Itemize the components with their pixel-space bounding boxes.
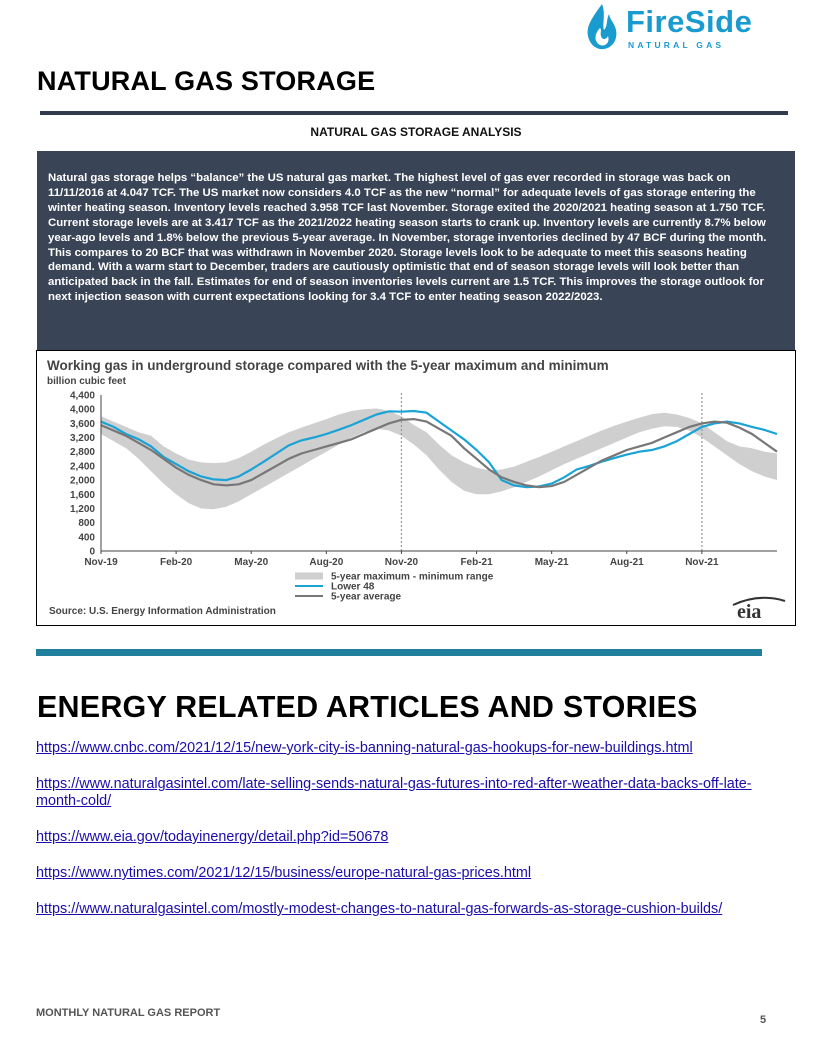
article-link[interactable]: https://www.nytimes.com/2021/12/15/business/europe-natural-gas-prices.html: [36, 865, 532, 881]
legend-label: 5-year average: [331, 591, 402, 603]
storage-chart: [36, 350, 796, 626]
range-band: [101, 409, 777, 510]
y-tick-label: 4,000: [69, 404, 95, 416]
report-name: MONTHLY NATURAL GAS REPORT: [36, 1007, 221, 1019]
article-link[interactable]: https://www.naturalgasintel.com/mostly-modest-changes-to-natural-gas-forwards-as-storage-cushion-builds/: [36, 901, 723, 917]
x-tick-label: Nov-20: [384, 557, 419, 568]
x-tick-label: Aug-21: [609, 557, 644, 568]
fireside-logo: [582, 2, 772, 52]
teal-divider: [36, 649, 762, 656]
y-tick-label: 2,000: [69, 475, 95, 487]
flame-icon: [582, 2, 622, 52]
logo-tagline: NATURAL GAS: [628, 40, 725, 50]
eia-logo-text: eia: [737, 601, 762, 623]
section-title-articles: ENERGY RELATED ARTICLES AND STORIES: [37, 690, 698, 724]
section-divider: [40, 111, 788, 115]
x-tick-label: May-20: [234, 557, 269, 568]
page-number: 5: [760, 1014, 767, 1026]
logo-wordmark: FireSide: [626, 4, 753, 39]
x-tick-label: Aug-20: [309, 557, 344, 568]
section-title-storage: NATURAL GAS STORAGE: [37, 66, 376, 96]
article-links: [36, 740, 776, 937]
storage-analysis-text: Natural gas storage helps “balance” the US natural gas market. The highest level of gas ever recorded in storage was back on 11/11/2016 at 4.047 TCF. The US market now considers 4.0 TCF as the new “normal” for adequate levels of gas storage entering the winter heating season. Inventory levels reached 3.958 TCF last November. Storage exited the 2020/2021 heating season at 1.750 TCF. Current storage levels are at 3.417 TCF as the 2021/2022 heating season starts to crank up. Inventory levels are currently 8.7% below year-ago levels and 1.8% below the previous 5-year average. In November, storage inventories declined by 47 BCF during the month. This compares to 20 BCF that was withdrawn in November 2020. Storage levels look to be adequate to meet this seasons heating demand. With a warm start to December, traders are cautiously optimistic that end of season storage levels will look better than anticipated back in the fall. Estimates for end of season inventories levels current are 1.5 TCF. This improves the storage outlook for next injection season with current expectations looking for 3.4 TCF to enter heating season 2022/2023.: [48, 172, 767, 304]
article-link[interactable]: https://www.naturalgasintel.com/late-selling-sends-natural-gas-futures-into-red-after-weather-data-backs-off-late-month-cold/: [36, 776, 752, 809]
x-tick-label: Nov-19: [84, 557, 118, 568]
legend-label: 5-year maximum - minimum range: [331, 571, 494, 583]
storage-analysis-box: [37, 151, 795, 353]
chart-y-unit: billion cubic feet: [47, 376, 126, 387]
analysis-heading: NATURAL GAS STORAGE ANALYSIS: [310, 125, 522, 139]
y-tick-label: 2,400: [69, 461, 95, 473]
x-tick-label: Feb-20: [159, 557, 193, 568]
y-tick-label: 3,200: [69, 433, 95, 445]
y-tick-label: 400: [78, 532, 95, 544]
y-tick-label: 1,600: [69, 489, 95, 501]
y-tick-label: 1,200: [69, 503, 95, 515]
y-tick-label: 0: [89, 546, 95, 558]
x-tick-label: Feb-21: [460, 557, 493, 568]
chart-legend: [295, 572, 494, 603]
y-tick-label: 3,600: [69, 418, 95, 430]
y-tick-label: 2,800: [69, 447, 95, 459]
legend-label: Lower 48: [331, 581, 375, 593]
storage-chart-svg: [37, 351, 795, 625]
x-tick-label: May-21: [534, 557, 569, 568]
chart-plot-area: [70, 391, 777, 569]
eia-logo: [733, 598, 785, 623]
article-link[interactable]: https://www.eia.gov/todayinenergy/detail.php?id=50678: [36, 829, 389, 845]
chart-source: Source: U.S. Energy Information Administration: [49, 606, 276, 617]
chart-title: Working gas in underground storage compared with the 5-year maximum and minimum: [47, 358, 609, 373]
article-link[interactable]: https://www.cnbc.com/2021/12/15/new-york-city-is-banning-natural-gas-hookups-for-new-buildings.html: [36, 740, 693, 756]
y-tick-label: 800: [78, 518, 95, 530]
y-tick-label: 4,400: [69, 390, 95, 402]
x-tick-label: Nov-21: [685, 557, 719, 568]
